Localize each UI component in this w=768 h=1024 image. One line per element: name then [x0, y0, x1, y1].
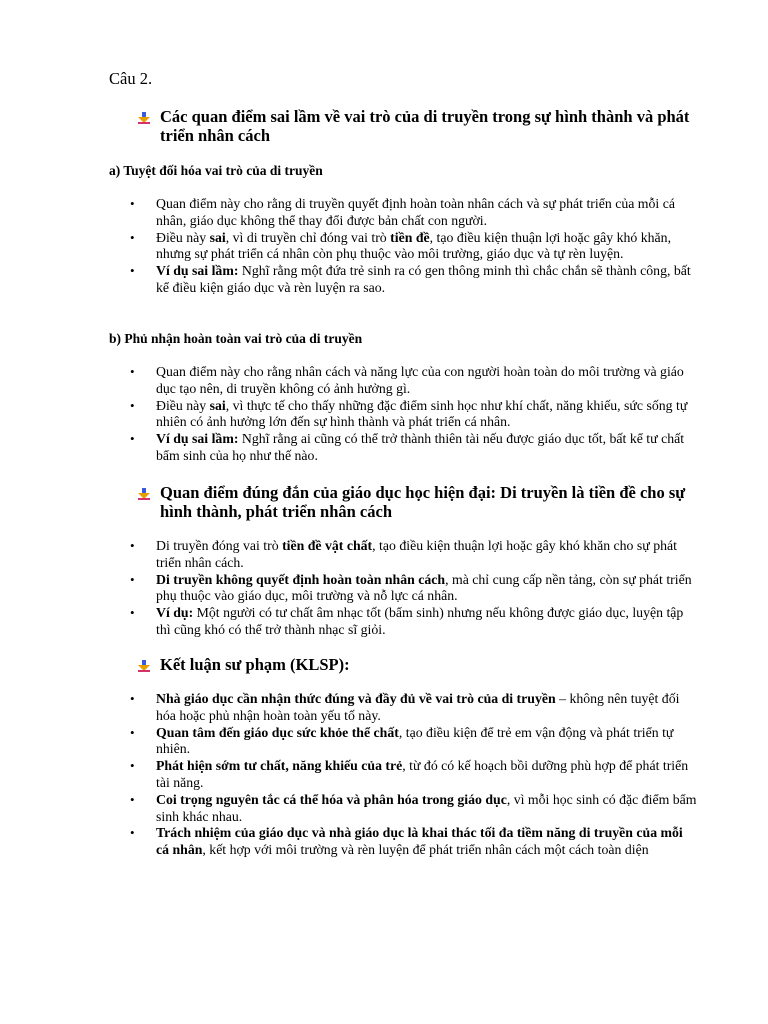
- list-item: • Ví dụ sai lầm: Nghĩ rằng một đứa trẻ sinh ra có gen thông minh thì chắc chắn sẽ thành công, bất kể điều kiện giáo dục và rèn luyện ra sao.: [130, 263, 698, 297]
- list-item: • Coi trọng nguyên tắc cá thể hóa và phân hóa trong giáo dục, vì mỗi học sinh có đặc điểm bẩm sinh khác nhau.: [130, 792, 698, 826]
- list-item: • Quan điểm này cho rằng di truyền quyết định hoàn toàn nhân cách và sự phát triển của mỗi cá nhân, giáo dục không thể thay đổi được bản chất con người.: [130, 196, 698, 230]
- bullet-list-a: [130, 196, 698, 297]
- list-item: • Di truyền đóng vai trò tiền đề vật chất, tạo điều kiện thuận lợi hoặc gây khó khăn cho sự phát triển nhân cách.: [130, 538, 698, 572]
- section-heading-wrong-views: [138, 107, 718, 145]
- list-item: • Ví dụ: Một người có tư chất âm nhạc tốt (bẩm sinh) nhưng nếu không được giáo dục, luyện tập thì cũng khó có thể trở thành nhạc sĩ giỏi.: [130, 605, 698, 639]
- list-item: • Quan điểm này cho rằng nhân cách và năng lực của con người hoàn toàn do môi trường và giáo dục tạo nên, di truyền không có ảnh hưởng gì.: [130, 364, 698, 398]
- list-item: • Quan tâm đến giáo dục sức khỏe thể chất, tạo điều kiện để trẻ em vận động và phát triển tự nhiên.: [130, 725, 698, 759]
- bullet-list-b: [130, 364, 698, 465]
- list-item: • Điều này sai, vì di truyền chỉ đóng vai trò tiền đề, tạo điều kiện thuận lợi hoặc gây khó khăn, nhưng sự phát triển cá nhân còn phụ thuộc vào môi trường, giáo dục và tự rèn luyện.: [130, 230, 698, 264]
- section-heading-text: Quan điểm đúng đắn của giáo dục học hiện đại: Di truyền là tiền đề cho sự hình thành, phát triển nhân cách: [160, 483, 686, 521]
- list-item: • Trách nhiệm của giáo dục và nhà giáo dục là khai thác tối đa tiềm năng di truyền của mỗi cá nhân, kết hợp với môi trường và rèn luyện để phát triển nhân cách một cách toàn diện: [130, 825, 698, 859]
- subheading-a: a) Tuyệt đối hóa vai trò của di truyền: [109, 163, 323, 178]
- bullet-list-correct: [130, 538, 698, 639]
- list-item: • Phát hiện sớm tư chất, năng khiếu của trẻ, từ đó có kế hoạch bồi dưỡng phù hợp để phát triển tài năng.: [130, 758, 698, 792]
- section-heading-text: Kết luận sư phạm (KLSP):: [160, 655, 350, 674]
- list-item: • Nhà giáo dục cần nhận thức đúng và đầy đủ về vai trò của di truyền – không nên tuyệt đối hóa hoặc phủ nhận hoàn toàn yếu tố này.: [130, 691, 698, 725]
- section-heading-conclusion: [138, 655, 718, 674]
- section-heading-text: Các quan điểm sai lầm về vai trò của di truyền trong sự hình thành và phát triển nhân cách: [160, 107, 690, 145]
- section-heading-correct-view: [138, 483, 718, 521]
- down-arrow-bullet-icon: [138, 112, 150, 124]
- down-arrow-bullet-icon: [138, 488, 150, 500]
- list-item: • Điều này sai, vì thực tế cho thấy những đặc điểm sinh học như khí chất, năng khiếu, sức sống tự nhiên có ảnh hưởng lớn đến sự hình thành và phát triển cá nhân.: [130, 398, 698, 432]
- subheading-b: b) Phủ nhận hoàn toàn vai trò của di truyền: [109, 331, 363, 346]
- question-title: Câu 2.: [109, 69, 153, 88]
- down-arrow-bullet-icon: [138, 660, 150, 672]
- list-item: • Di truyền không quyết định hoàn toàn nhân cách, mà chỉ cung cấp nền tảng, còn sự phát triển phụ thuộc vào giáo dục, môi trường và nỗ lực cá nhân.: [130, 572, 698, 606]
- list-item: • Ví dụ sai lầm: Nghĩ rằng ai cũng có thể trở thành thiên tài nếu được giáo dục tốt, bất kể tư chất bẩm sinh của họ như thế nào.: [130, 431, 698, 465]
- bullet-list-conclusion: [130, 691, 698, 859]
